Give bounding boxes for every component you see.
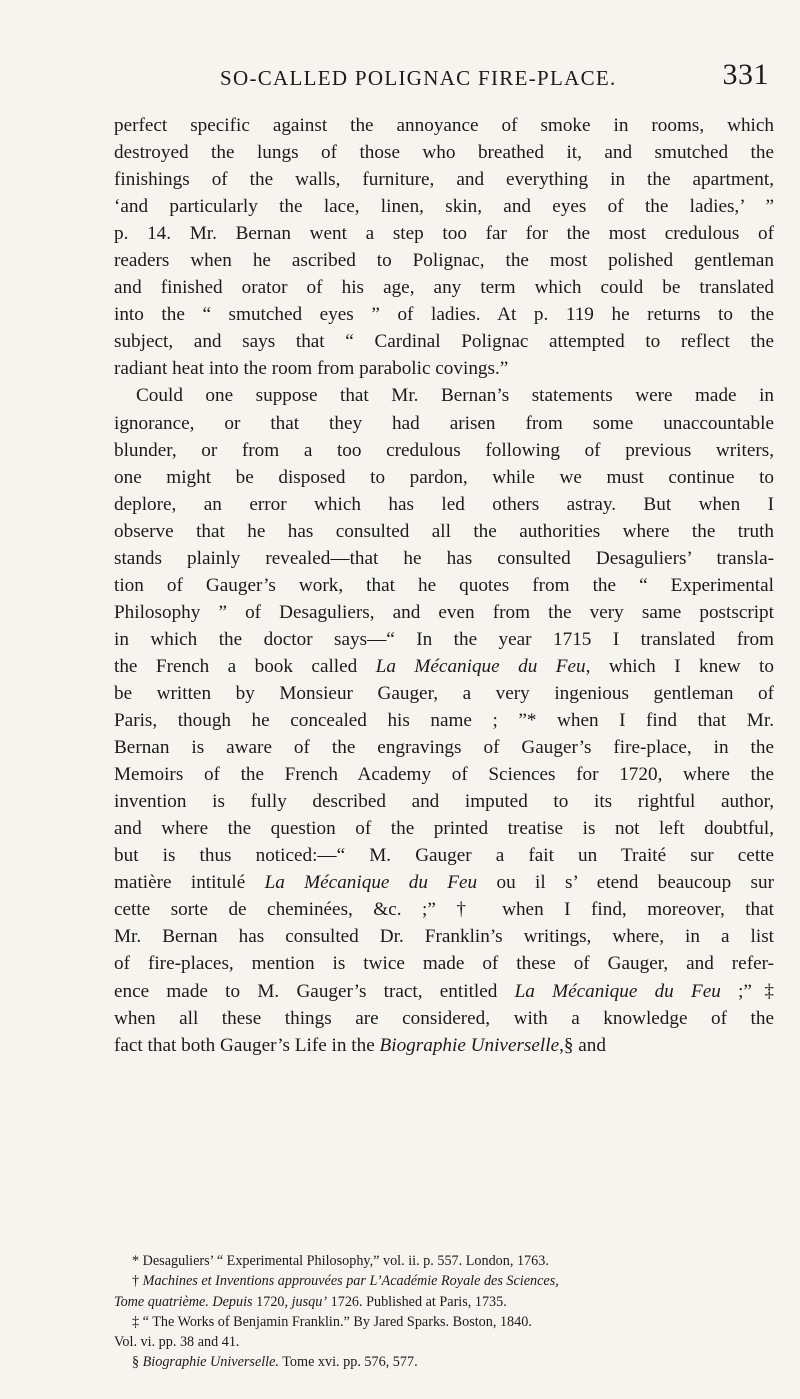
body-text [114, 112, 774, 1059]
text-line: invention is fully described and imputed to its rightful author, [114, 791, 774, 813]
text-line: and where the question of the printed treatise is not left doubtful, [114, 818, 774, 840]
text-line: Could one suppose that Mr. Bernan’s statements were made in [136, 385, 774, 407]
text-line: ignorance, or that they had arisen from some unaccountable [114, 412, 774, 434]
text-line: radiant heat into the room from parabolic covings.” [114, 358, 509, 380]
text-line: Bernan is aware of the engravings of Gauger’s fire-place, in the [114, 737, 774, 759]
text-line: of fire-places, mention is twice made of these of Gauger, and refer- [114, 953, 774, 975]
footnote-line: * Desaguliers’ “ Experimental Philosophy,” vol. ii. p. 557. London, 1763. [132, 1253, 549, 1269]
footnote-line: Tome quatrième. Depuis 1720, jusqu’ 1726. Published at Paris, 1735. [114, 1293, 507, 1310]
text-line: subject, and says that “ Cardinal Polignac attempted to reflect the [114, 331, 774, 353]
footnote-line: Vol. vi. pp. 38 and 41. [114, 1334, 240, 1351]
text-line: matière intitulé La Mécanique du Feu ou il s’ etend beaucoup sur [114, 872, 774, 894]
running-title: SO-CALLED POLIGNAC FIRE-PLACE. [220, 66, 617, 90]
text-line: be written by Monsieur Gauger, a very ingenious gentleman of [114, 682, 774, 704]
text-line: one might be disposed to pardon, while we must continue to [114, 466, 774, 488]
text-line: ‘and particularly the lace, linen, skin, and eyes of the ladies,’ ” [114, 196, 774, 218]
text-line: Memoirs of the French Academy of Sciences for 1720, where the [114, 764, 774, 786]
text-line: in which the doctor says—“ In the year 1715 I translated from [114, 628, 774, 650]
text-line: perfect specific against the annoyance of smoke in rooms, which [114, 115, 774, 136]
text-line: Paris, though he concealed his name ; ”* when I find that Mr. [114, 710, 774, 732]
text-line: readers when he ascribed to Polignac, the most polished gentleman [114, 250, 774, 272]
text-line: Mr. Bernan has consulted Dr. Franklin’s writings, where, in a list [114, 926, 774, 948]
footnotes [114, 1251, 776, 1373]
text-line: deplore, an error which has led others astray. But when I [114, 493, 774, 515]
text-line: fact that both Gauger’s Life in the Biographie Universelle,§ and [114, 1034, 606, 1056]
text-line: p. 14. Mr. Bernan went a step too far for the most credulous of [114, 223, 774, 245]
text-line: tion of Gauger’s work, that he quotes from the “ Experimental [114, 574, 774, 596]
text-line: observe that he has consulted all the authorities where the truth [114, 520, 774, 542]
text-line: finishings of the walls, furniture, and everything in the apartment, [114, 169, 774, 191]
footnote-line: § Biographie Universelle. Tome xvi. pp. 576, 577. [132, 1354, 418, 1371]
text-line: blunder, or from a too credulous following of previous writers, [114, 439, 774, 461]
text-line: Philosophy ” of Desaguliers, and even from the very same postscript [114, 601, 774, 623]
text-line: and finished orator of his age, any term which could be translated [114, 277, 774, 299]
footnote-line: ‡ “ The Works of Benjamin Franklin.” By Jared Sparks. Boston, 1840. [132, 1313, 532, 1330]
page-number: 331 [722, 58, 769, 91]
text-line: but is thus noticed:—“ M. Gauger a fait un Traité sur cette [114, 845, 774, 867]
text-line: ence made to M. Gauger’s tract, entitled La Mécanique du Feu ;”‡ [114, 980, 774, 1002]
page-header [114, 58, 769, 98]
footnote-line: † Machines et Inventions approuvées par L’Académie Royale des Sciences, [132, 1273, 559, 1290]
text-line: into the “ smutched eyes ” of ladies. At p. 119 he returns to the [114, 304, 774, 326]
text-line: stands plainly revealed—that he has consulted Desaguliers’ transla- [114, 547, 774, 569]
text-line: destroyed the lungs of those who breathed it, and smutched the [114, 142, 774, 164]
text-line: the French a book called La Mécanique du Feu, which I knew to [114, 655, 774, 677]
text-line: when all these things are considered, with a knowledge of the [114, 1007, 774, 1029]
text-line: cette sorte de cheminées, &c. ;” † when I find, moreover, that [114, 899, 774, 921]
